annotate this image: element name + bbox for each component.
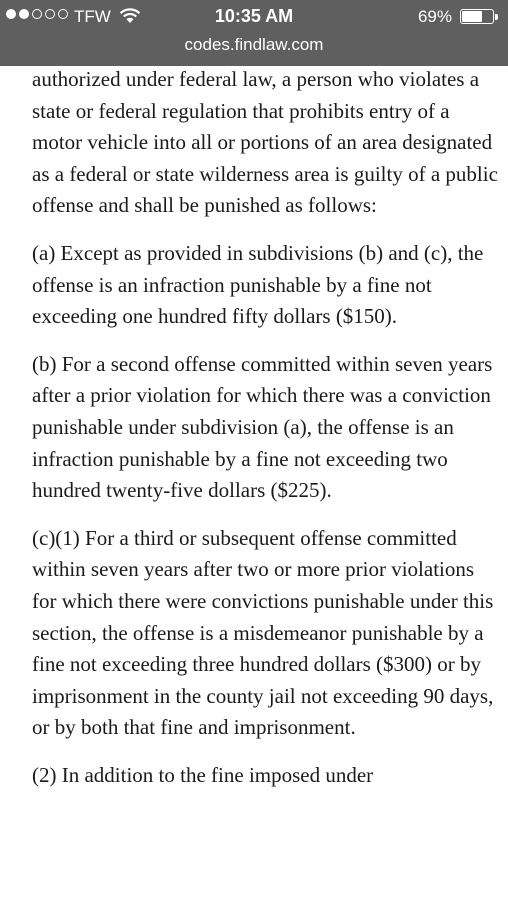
clock: 10:35 AM bbox=[214, 6, 294, 26]
paragraph-c1: (c)(1) For a third or subsequent offense committed within seven years after two or more prior violations for which there were convictions punishable under this section, the offense is a misdemeanor punishable by a fine not exceeding three hundred dollars ($300) or by imprisonment in the county jail not exceeding 90 days, or by both that fine and imprisonment. bbox=[32, 525, 494, 740]
address-bar[interactable] bbox=[0, 34, 508, 66]
paragraph-a: (a) Except as provided in subdivisions (b) and (c), the offense is an infraction punishable by a fine not exceeding one hundred fifty dollars ($150). bbox=[32, 240, 484, 329]
article-body bbox=[32, 66, 502, 807]
battery-percentage: 69% bbox=[417, 7, 452, 26]
paragraph-c2: (2) In addition to the fine imposed under bbox=[32, 762, 374, 787]
battery-tip bbox=[495, 14, 498, 20]
paragraph-b: (b) For a second offense committed within seven years after a prior violation for which there was a conviction punishable under subdivision (a), the offense is an infraction punishable by a fine not exceeding two hundred twenty-five dollars ($225). bbox=[32, 351, 493, 503]
carrier-name: TFW bbox=[74, 7, 111, 26]
paragraph-intro: authorized under federal law, a person who violates a state or federal regulation that prohibits entry of a motor vehicle into all or portions of an area designated as a federal or state wilderness area is guilty of a public offense and shall be punished as follows: bbox=[32, 67, 498, 218]
battery-fill bbox=[462, 11, 482, 22]
status-bar bbox=[0, 0, 508, 34]
battery-icon bbox=[460, 9, 494, 24]
url-text: codes.findlaw.com bbox=[184, 35, 324, 54]
